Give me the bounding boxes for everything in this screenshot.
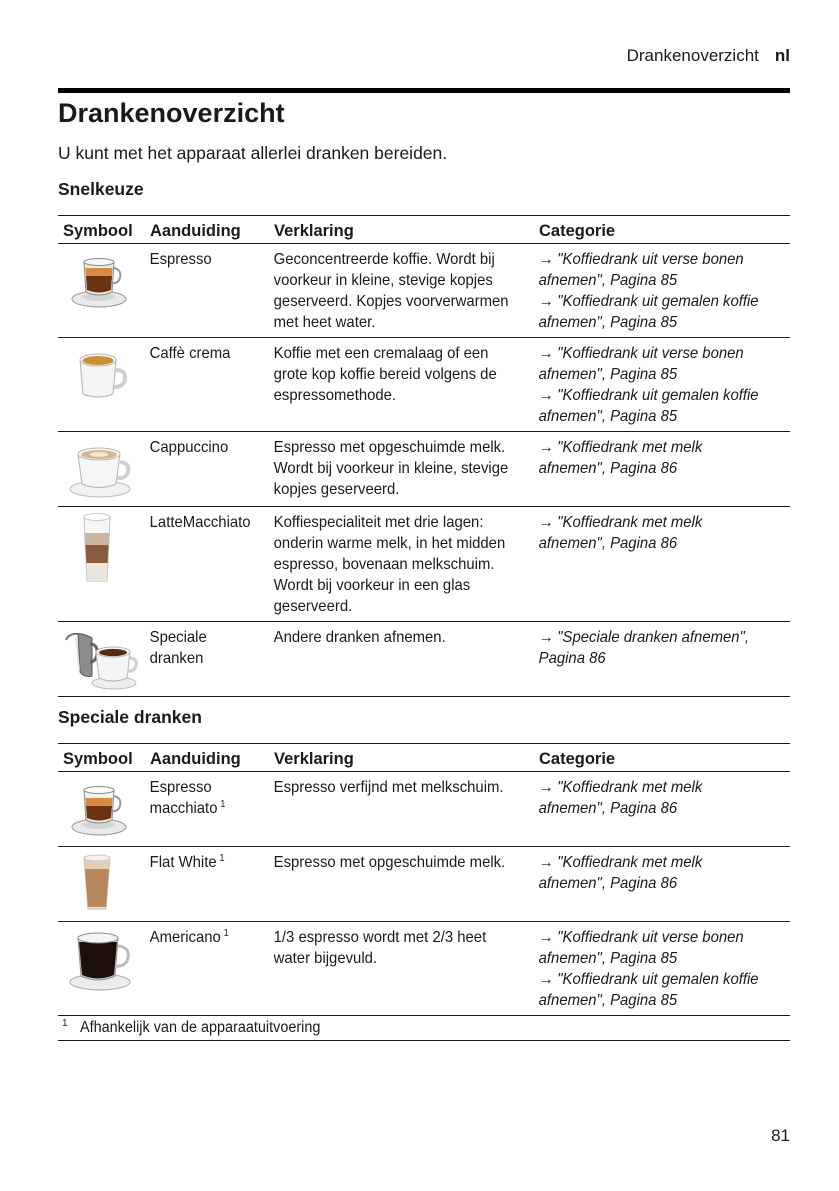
drink-name: Caffè crema — [145, 338, 260, 432]
table-row — [58, 244, 790, 338]
arrow-right-icon: → — [538, 929, 554, 946]
footnote-marker: 1 — [219, 853, 225, 864]
manual-page — [58, 0, 790, 1191]
drink-description: Espresso met opgeschuimde melk. Wordt bij voorkeur in kleine, stevige kopjes geserveerd. — [269, 432, 515, 507]
running-title: Drankenoverzicht — [626, 46, 759, 65]
cappuccino-cup-icon — [58, 432, 145, 507]
drink-name: Americano $^1$ — [145, 922, 260, 1016]
espresso-cup-icon — [58, 244, 145, 338]
drink-category — [534, 847, 772, 922]
footnote-text: Afhankelijk van de apparaatuitvoering — [79, 1019, 320, 1036]
arrow-right-icon: → — [538, 293, 554, 310]
table-row — [58, 922, 790, 1016]
drink-description: 1/3 espresso wordt met 2/3 heet water bijgevuld. — [269, 922, 515, 1016]
intro-text: U kunt met het apparaat allerlei dranken bereiden. — [58, 143, 448, 163]
drink-name: Cappuccino — [145, 432, 260, 507]
drink-category — [534, 432, 772, 507]
footnote-marker: 1 — [223, 928, 229, 939]
arrow-right-icon: → — [538, 439, 554, 456]
drink-category — [534, 244, 772, 338]
category-link[interactable]: → "Koffiedrank met melk afnemen", Pagina 86 — [538, 439, 703, 477]
category-link[interactable]: → "Koffiedrank uit verse bonen afnemen", Pagina 85 — [538, 345, 744, 383]
arrow-right-icon: → — [538, 514, 554, 531]
drink-name: Speciale dranken — [145, 622, 260, 697]
drink-description: Andere dranken afnemen. — [269, 622, 515, 697]
flat-white-glass-icon — [58, 847, 145, 922]
category-link[interactable]: → "Koffiedrank met melk afnemen", Pagina 86 — [538, 779, 703, 817]
category-link[interactable]: → "Koffiedrank uit gemalen koffie afnemen", Pagina 85 — [538, 971, 759, 1009]
category-link[interactable]: → "Koffiedrank uit verse bonen afnemen", Pagina 85 — [538, 929, 744, 967]
table-row — [58, 432, 790, 507]
drink-name: Espresso macchiato $^1$ — [145, 772, 260, 847]
column-header-symbool: Symbool — [58, 744, 145, 772]
drink-category — [534, 622, 772, 697]
table-row — [58, 338, 790, 432]
arrow-right-icon: → — [538, 345, 554, 362]
drink-description: Geconcentreerde koffie. Wordt bij voorkeur in kleine, stevige kopjes geserveerd. Kopjes voorverwarmen met heet water. — [269, 244, 515, 338]
category-link[interactable]: → "Koffiedrank met melk afnemen", Pagina 86 — [538, 854, 703, 892]
espresso-macchiato-cup-icon — [58, 772, 145, 847]
drink-category — [534, 507, 772, 622]
arrow-right-icon: → — [538, 971, 554, 988]
footnote — [58, 1016, 790, 1041]
footnote-marker: 1 — [62, 1018, 68, 1029]
footnote-marker: 1 — [220, 799, 226, 810]
drink-category — [534, 338, 772, 432]
category-link[interactable]: → "Koffiedrank met melk afnemen", Pagina 86 — [538, 514, 703, 552]
column-header-categorie: Categorie — [534, 216, 790, 244]
category-link[interactable]: → "Speciale dranken afnemen", Pagina 86 — [538, 629, 749, 667]
table-speciale-dranken — [58, 743, 790, 1016]
category-link[interactable]: → "Koffiedrank uit verse bonen afnemen", Pagina 85 — [538, 251, 744, 289]
caffe-crema-cup-icon — [58, 338, 145, 432]
top-rule — [58, 88, 790, 93]
drink-name: LatteMacchiato — [145, 507, 260, 622]
table-header-row — [58, 216, 790, 244]
column-header-verklaring: Verklaring — [269, 744, 534, 772]
category-link[interactable]: → "Koffiedrank uit gemalen koffie afnemen", Pagina 85 — [538, 293, 759, 331]
column-header-categorie: Categorie — [534, 744, 790, 772]
arrow-right-icon: → — [538, 779, 554, 796]
arrow-right-icon: → — [538, 251, 554, 268]
section-heading-speciale-dranken: Speciale dranken — [58, 707, 202, 727]
table-row — [58, 847, 790, 922]
drink-category — [534, 922, 772, 1016]
drink-description: Espresso met opgeschuimde melk. — [269, 847, 515, 922]
page-number: 81 — [771, 1126, 790, 1145]
table-row — [58, 507, 790, 622]
column-header-verklaring: Verklaring — [269, 216, 534, 244]
drink-description: Espresso verfijnd met melkschuim. — [269, 772, 515, 847]
page-title: Drankenoverzicht — [58, 98, 285, 128]
table-row — [58, 772, 790, 847]
column-header-aanduiding: Aanduiding — [145, 744, 269, 772]
drink-category — [534, 772, 772, 847]
table-snelkeuze — [58, 215, 790, 697]
special-drinks-pitcher-icon — [58, 622, 145, 697]
drink-name: Espresso — [145, 244, 260, 338]
americano-cup-icon — [58, 922, 145, 1016]
column-header-symbool: Symbool — [58, 216, 145, 244]
arrow-right-icon: → — [538, 854, 554, 871]
table-header-row — [58, 744, 790, 772]
category-link[interactable]: → "Koffiedrank uit gemalen koffie afnemen", Pagina 85 — [538, 387, 759, 425]
arrow-right-icon: → — [538, 387, 554, 404]
section-heading-snelkeuze: Snelkeuze — [58, 179, 144, 199]
drink-description: Koffie met een cremalaag of een grote kop koffie bereid volgens de espressomethode. — [269, 338, 515, 432]
latte-macchiato-glass-icon — [58, 507, 145, 622]
running-head — [627, 46, 790, 66]
drink-name: Flat White $^1$ — [145, 847, 260, 922]
table-row — [58, 622, 790, 697]
column-header-aanduiding: Aanduiding — [145, 216, 269, 244]
drink-description: Koffiespecialiteit met drie lagen: onderin warme melk, in het midden espresso, bovenaan melkschuim. Wordt bij voorkeur in een glas geserveerd. — [269, 507, 515, 622]
language-code: nl — [774, 46, 790, 65]
arrow-right-icon: → — [538, 629, 554, 646]
